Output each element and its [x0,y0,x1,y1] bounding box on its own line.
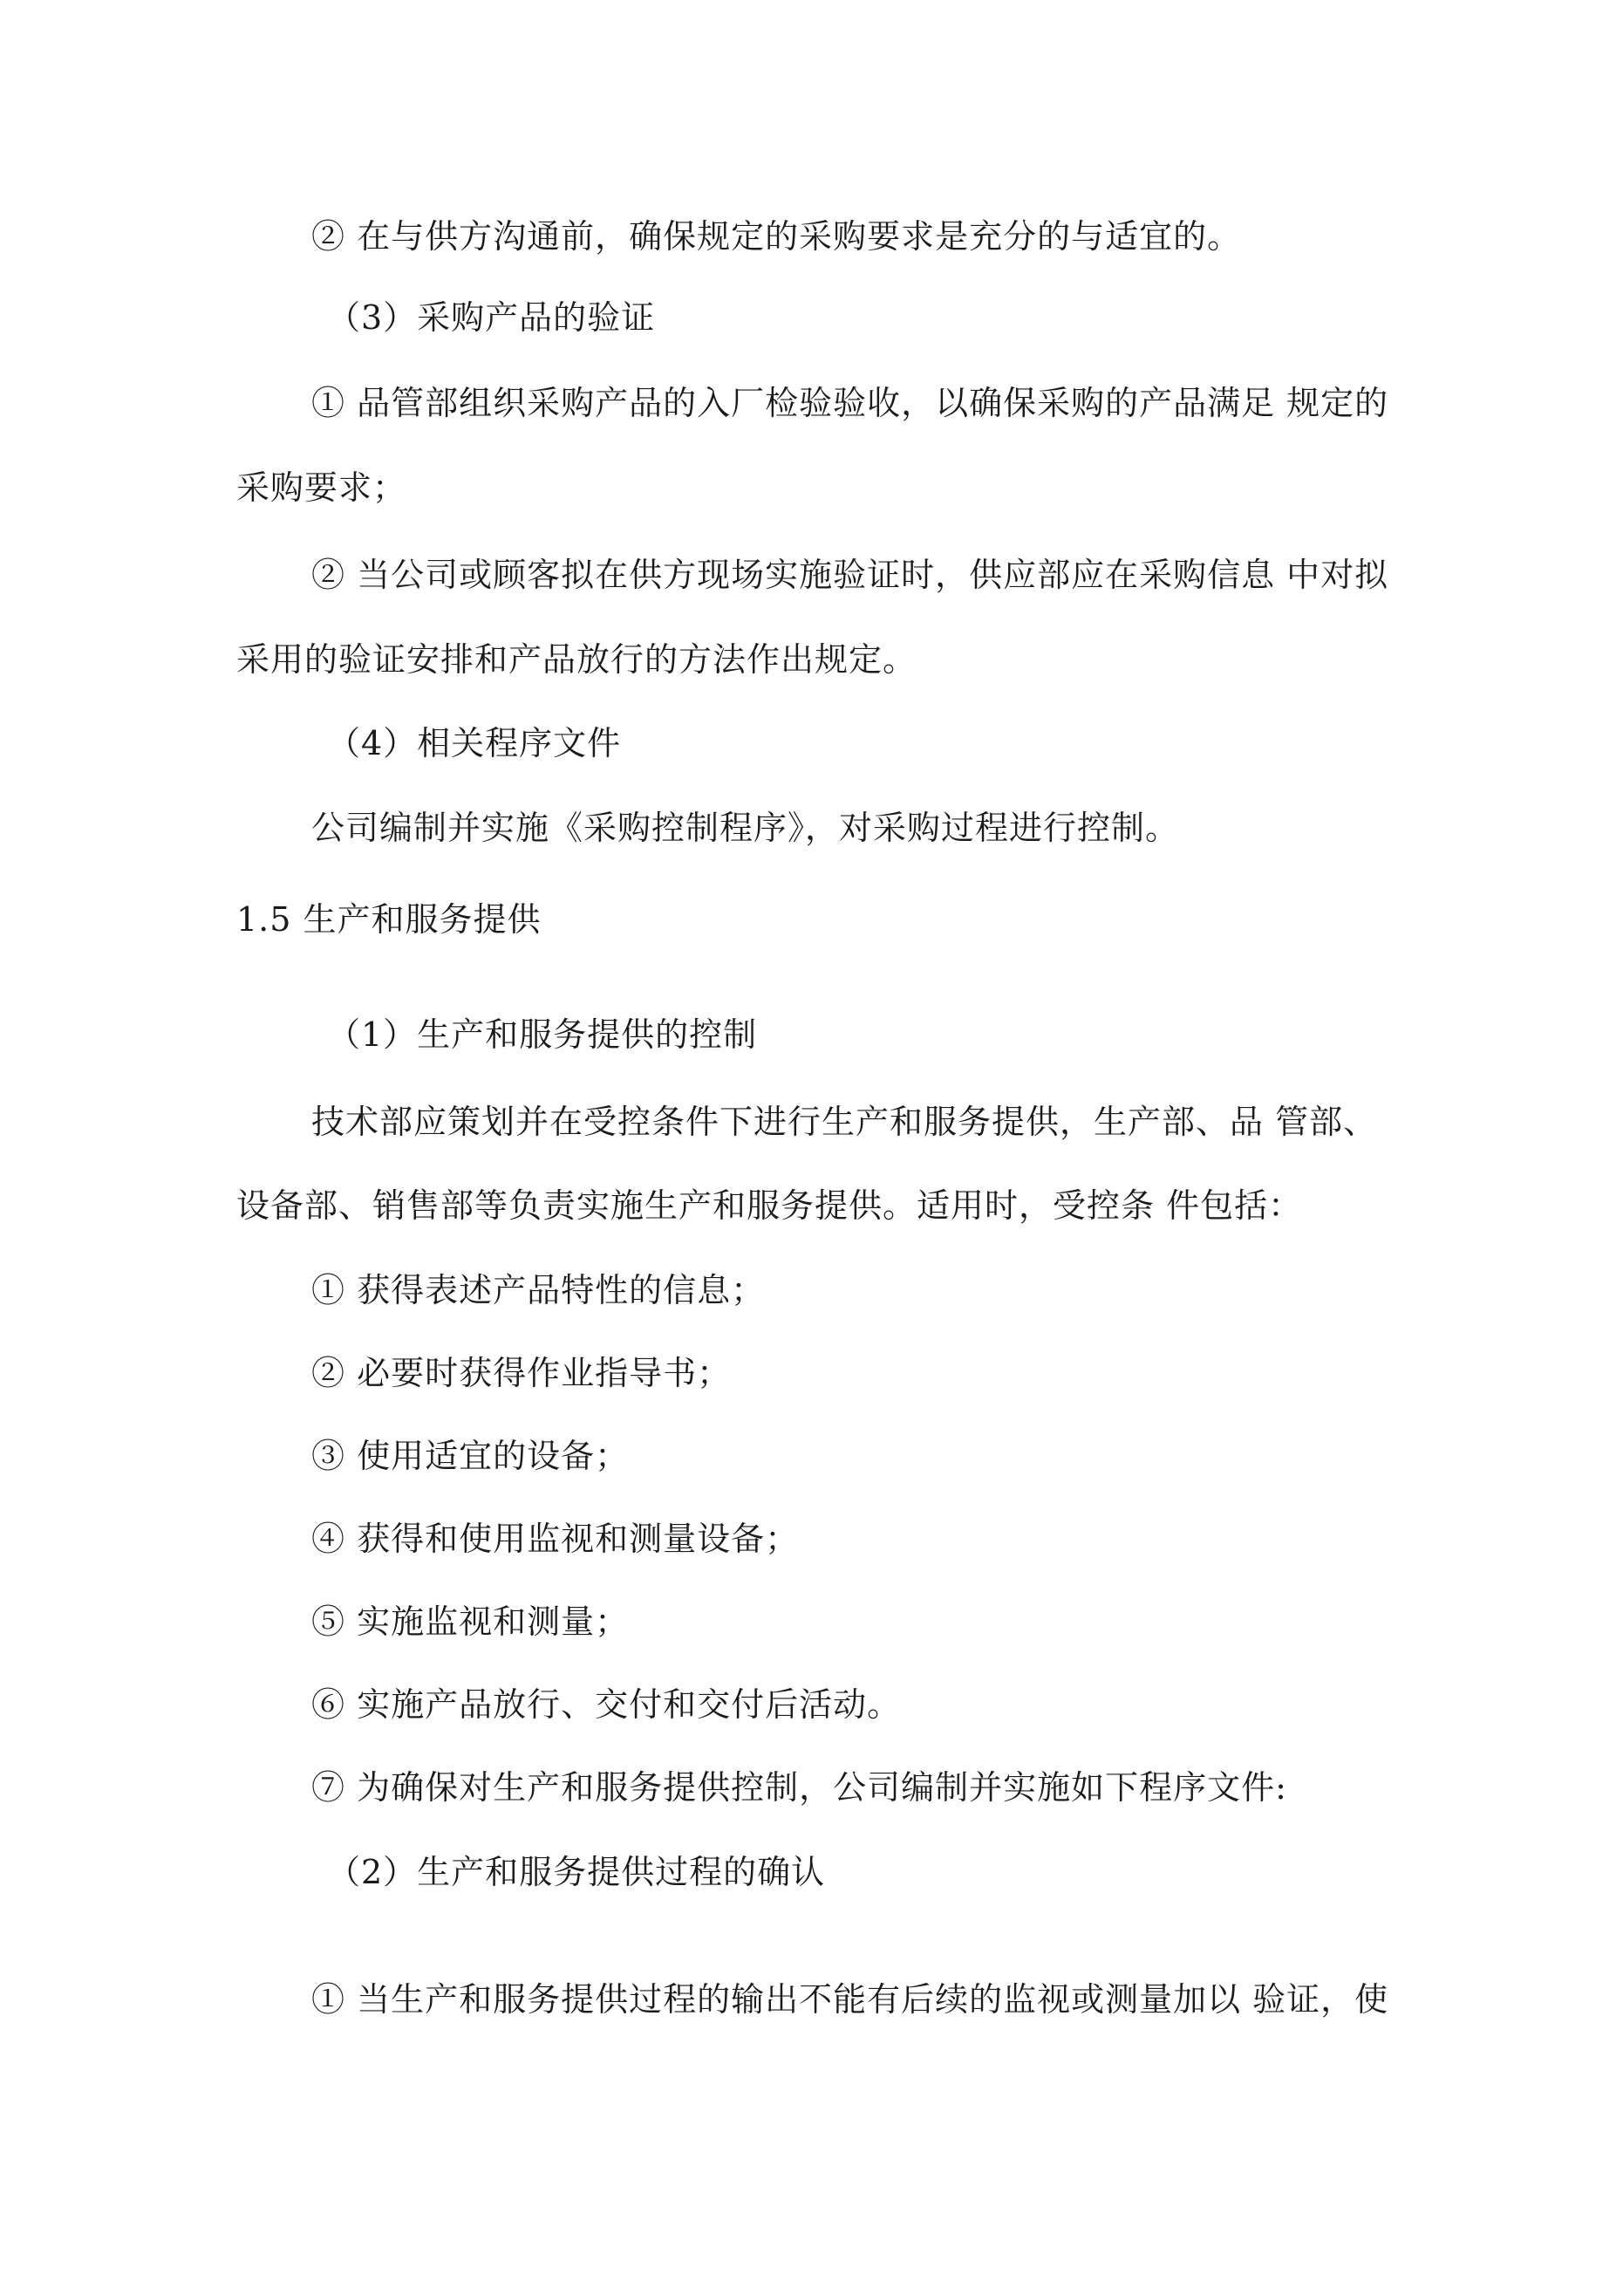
section-subheading: （1）生产和服务提供的控制 [327,1015,758,1054]
paragraph-line: 公司编制并实施《采购控制程序》，对采购过程进行控制。 [311,809,1180,847]
paragraph-line: 采用的验证安排和产品放行的方法作出规定。 [236,640,917,679]
list-item: ④ 获得和使用监视和测量设备； [311,1520,800,1558]
paragraph-line: ② 当公司或顾客拟在供方现场实施验证时，供应部应在采购信息 中对拟 [311,556,1389,594]
paragraph-line: ① 品管部组织采购产品的入厂检验验收，以确保采购的产品满足 规定的 [311,384,1389,422]
paragraph-line: ② 在与供方沟通前，确保规定的采购要求是充分的与适宜的。 [311,217,1242,256]
paragraph-line: 设备部、销售部等负责实施生产和服务提供。适用时，受控条 件包括： [236,1186,1303,1225]
paragraph-line: 技术部应策划并在受控条件下进行生产和服务提供，生产部、品 管部、 [311,1103,1378,1141]
list-item: ② 必要时获得作业指导书； [311,1354,732,1392]
list-item: ⑥ 实施产品放行、交付和交付后活动。 [311,1685,902,1724]
section-heading: 1.5 生产和服务提供 [236,900,542,939]
section-subheading: （4）相关程序文件 [327,724,622,762]
list-item: ① 获得表述产品特性的信息； [311,1271,766,1309]
paragraph-line: ① 当生产和服务提供过程的输出不能有后续的监视或测量加以 验证，使 [311,1980,1389,2019]
paragraph-line: 采购要求； [236,468,407,507]
section-subheading: （3）采购产品的验证 [327,298,656,337]
list-item: ⑦ 为确保对生产和服务提供控制，公司编制并实施如下程序文件: [311,1768,1287,1807]
section-subheading: （2）生产和服务提供过程的确认 [327,1853,826,1891]
list-item: ⑤ 实施监视和测量； [311,1602,630,1641]
list-item: ③ 使用适宜的设备； [311,1437,630,1475]
